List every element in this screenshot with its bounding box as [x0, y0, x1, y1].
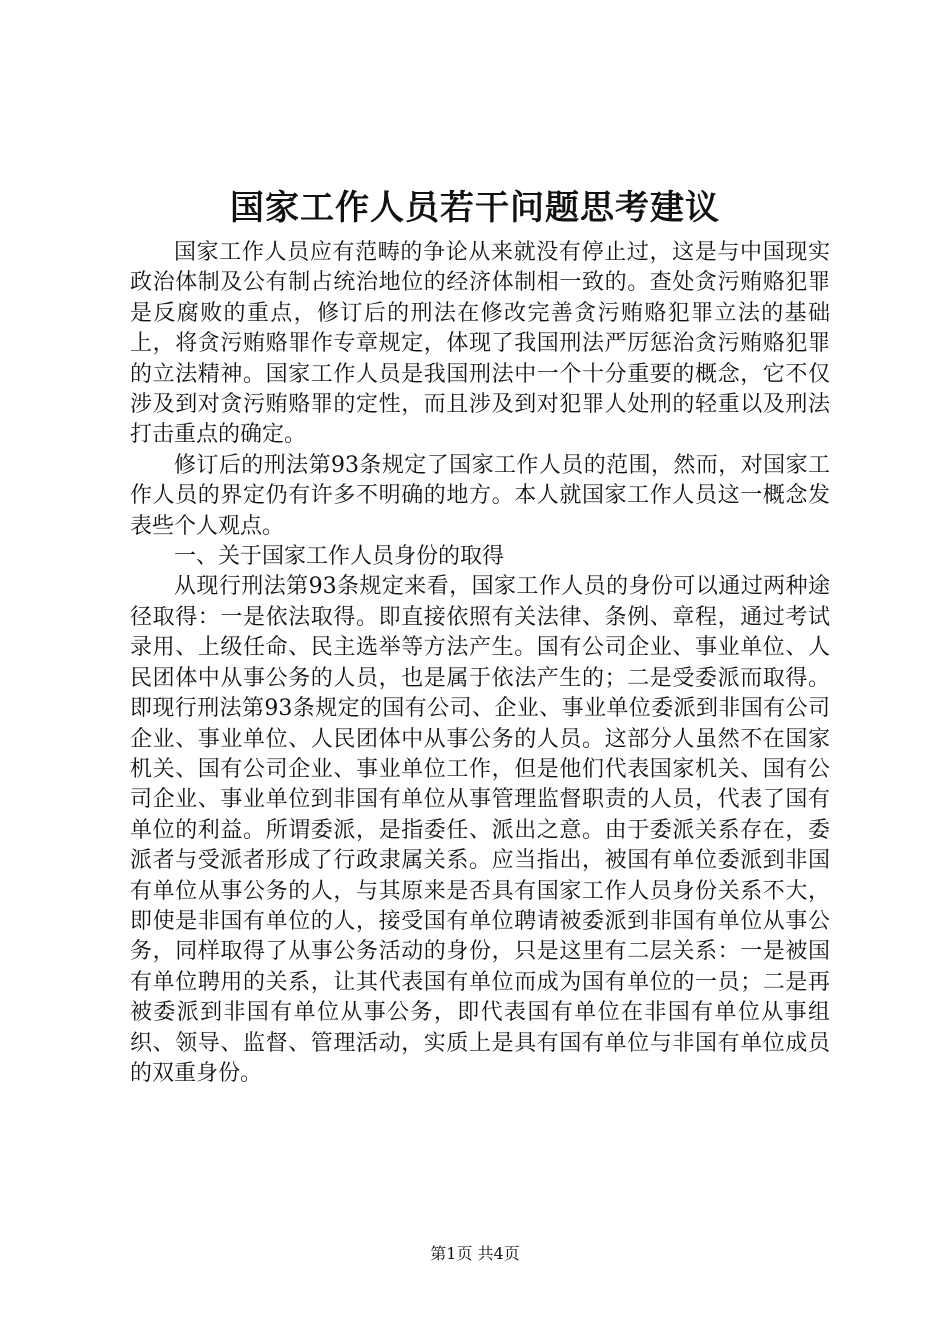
paragraph-scope: 修订后的刑法第93条规定了国家工作人员的范围，然而，对国家工作人员的界定仍有许多不明确的地方。本人就国家工作人员这一概念发表些个人观点。 [130, 452, 830, 539]
page-footer: 第1页 共4页 [430, 1244, 520, 1263]
document-body [130, 238, 830, 1089]
paragraph-identity: 从现行刑法第93条规定来看，国家工作人员的身份可以通过两种途径取得：一是依法取得。即直接依照有关法律、条例、章程，通过考试录用、上级任命、民主选举等方法产生。国有公司企业、事业单位、人民团体中从事公务的人员，也是属于依法产生的；二是受委派而取得。即现行刑法第93条规定的国有公司、企业、事业单位委派到非国有公司企业、事业单位、人民团体中从事公务的人员。这部分人虽然不在国家机关、国有公司企业、事业单位工作，但是他们代表国家机关、国有公司企业、事业单位到非国有单位从事管理监督职责的人员，代表了国有单位的利益。所谓委派，是指委任、派出之意。由于委派关系存在，委派者与受派者形成了行政隶属关系。应当指出，被国有单位委派到非国有单位从事公务的人，与其原来是否具有国家工作人员身份关系不大，即使是非国有单位的人，接受国有单位聘请被委派到非国有单位从事公务，同样取得了从事公务活动的身份，只是这里有二层关系：一是被国有单位聘用的关系，让其代表国有单位而成为国有单位的一员；二是再被委派到非国有单位从事公务，即代表国有单位在非国有单位从事组织、领导、监督、管理活动，实质上是具有国有单位与非国有单位成员的双重身份。 [130, 574, 830, 1086]
document-title: 国家工作人员若干问题思考建议 [230, 188, 720, 228]
section-heading-1: 一、关于国家工作人员身份的取得 [174, 544, 505, 570]
paragraph-intro: 国家工作人员应有范畴的争论从来就没有停止过，这是与中国现实政治体制及公有制占统治地位的经济体制相一致的。查处贪污贿赂犯罪是反腐败的重点，修订后的刑法在修改完善贪污贿赂犯罪立法的基础上，将贪污贿赂罪作专章规定，体现了我国刑法严厉惩治贪污贿赂犯罪的立法精神。国家工作人员是我国刑法中一个十分重要的概念，它不仅涉及到对贪污贿赂罪的定性，而且涉及到对犯罪人处刑的轻重以及刑法打击重点的确定。 [130, 240, 830, 448]
